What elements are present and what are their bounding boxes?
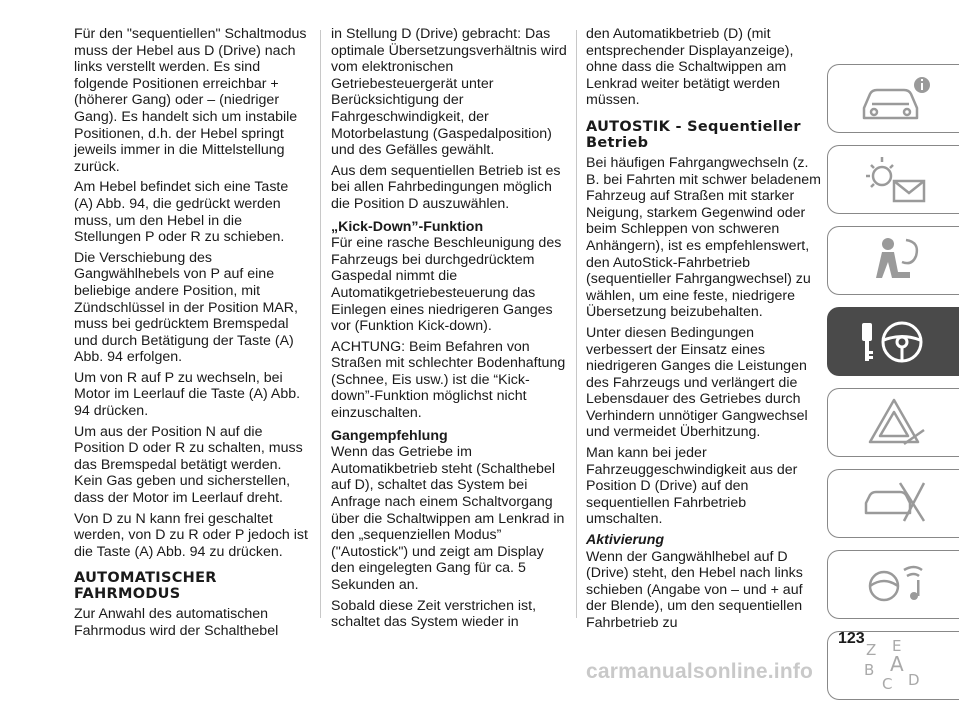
svg-text:E: E xyxy=(891,636,901,655)
paragraph: Um von R auf P zu wechseln, bei Motor im Leerlauf die Taste (A) Abb. 94 drücken. xyxy=(74,369,301,420)
warning-triangle-icon xyxy=(844,394,944,452)
key-steering-wheel-icon xyxy=(844,313,944,371)
car-info-icon xyxy=(844,70,944,128)
section-heading: AUTOSTIK - Sequentieller Betrieb xyxy=(586,118,801,151)
paragraph: in Stellung D (Drive) gebracht: Das optimale Übersetzungsverhältnis wird vom elektronischen Getriebesteuergerät unter Berücksichtigung der Fahrgeschwindigkeit, der Motorbelastung (Gaspedalposition) und des Gefälles gewählt. xyxy=(331,26,567,159)
paragraph: den Automatikbetrieb (D) (mit entsprechender Displayanzeige), ohne dass die Schaltwippen am Lenkrad weiter betätigt werden müssen. xyxy=(586,26,794,109)
paragraph: Wenn das Getriebe im Automatikbetrieb steht (Schalthebel auf D), schaltet das System bei Anfrage nach einem Schaltvorgang über die Schaltwippen am Lenkrad in den „sequenziellen Modus” ("Autostick") und zeigt am Display den eingelegten Gang für ca. 5 Sekunden an. xyxy=(331,444,565,593)
paragraph: Um aus der Position N auf die Position D oder R zu schalten, muss das Bremspedal betätigt werden. Kein Gas geben und sicherstellen, dass der Motor im Leerlauf dreht. xyxy=(74,423,303,507)
paragraph: Von D zu N kann frei geschaltet werden, von D zu R oder P jedoch ist die Taste (A) Abb. 94 zu drücken. xyxy=(74,510,308,560)
page-number: 123 xyxy=(838,630,865,647)
tab-lights-messages[interactable] xyxy=(827,145,959,214)
chapter-tabs xyxy=(827,64,959,712)
subheading: Gangempfehlung xyxy=(331,427,448,444)
tab-multimedia[interactable] xyxy=(827,550,959,619)
column-divider xyxy=(320,30,321,618)
svg-text:B: B xyxy=(863,660,874,679)
paragraph: Bei häufigen Fahrgangwechseln (z. B. bei Fahrten mit schwer beladenem Fahrzeug auf Straßen mit starker Neigung, starkem Gegenwind oder beim Schleppen von schweren Anhängern), ist es empfehlenswert, den AutoStick-Fahrbetrieb (sequentieller Fahrgangwechsel) zu wählen, um eine feste, niedrigere Übersetzung beizubehalten. xyxy=(586,154,821,321)
maintenance-tools-icon xyxy=(844,475,944,533)
svg-text:Z: Z xyxy=(865,640,876,659)
paragraph: Am Hebel befindet sich eine Taste (A) Abb. 94, die gedrückt werden muss, um den Hebel in die Stellungen P oder R zu schieben. xyxy=(74,179,289,246)
watermark: carmanualsonline.info xyxy=(586,660,814,683)
column-divider xyxy=(576,30,577,618)
svg-text:A: A xyxy=(889,651,904,676)
paragraph: Für den "sequentiellen" Schaltmodus muss der Hebel aus D (Drive) nach links verstellt werden. Es sind folgende Positionen erreichbar + (höherer Gang) oder – (niedriger Gang). Es handelt sich um instabile Positionen, d.h. der Hebel springt jeweils immer in die Mittelstellung zurück. xyxy=(74,26,307,175)
paragraph: ACHTUNG: Beim Befahren von Straßen mit schlechter Bodenhaftung (Schnee, Eis usw.) ist die “Kick-down”-Funktion möglichst nicht einzuschalten. xyxy=(331,338,566,422)
section-heading: AUTOMATISCHER FAHRMODUS xyxy=(74,570,217,603)
text-column-1 xyxy=(74,26,310,644)
tab-emergency[interactable] xyxy=(827,388,959,457)
tab-starting-driving[interactable] xyxy=(827,307,959,376)
paragraph: Für eine rasche Beschleunigung des Fahrzeugs bei durchgedrücktem Gaspedal nimmt die Automatikgetriebesteuerung das Einlegen eines niedrigeren Ganges vor (Funktion Kick-down). xyxy=(331,235,562,335)
paragraph: Sobald diese Zeit verstrichen ist, schaltet das System wieder in xyxy=(331,597,537,631)
paragraph: Man kann bei jeder Fahrzeuggeschwindigkeit aus der Position D (Drive) auf den sequentiellen Fahrbetrieb umschalten. xyxy=(586,445,798,528)
paragraph: Die Verschiebung des Gangwählhebels von P auf eine beliebige andere Position, mit Zündschlüssel in der Position MAR, muss bei gedrücktem Bremspedal und durch Betätigung der Taste (A) Abb. 94 erfolgen. xyxy=(74,249,298,366)
paragraph: Zur Anwahl des automatischen Fahrmodus wird der Schalthebel xyxy=(74,606,279,639)
subheading: „Kick-Down”-Funktion xyxy=(331,218,484,235)
paragraph: Aus dem sequentiellen Betrieb ist es bei allen Fahrbedingungen möglich die Position D auszuwählen. xyxy=(331,162,561,212)
safety-airbag-icon xyxy=(844,232,944,290)
paragraph: Wenn der Gangwählhebel auf D (Drive) steht, den Hebel nach links schieben (Angabe von – und + auf der Blende), um den sequentiellen Fahrbetrieb zu xyxy=(586,548,803,631)
text-column-3 xyxy=(586,26,822,636)
tab-maintenance[interactable] xyxy=(827,469,959,538)
subheading: Aktivierung xyxy=(586,532,665,549)
lights-message-icon xyxy=(844,151,944,209)
tab-safety[interactable] xyxy=(827,226,959,295)
tab-car-info[interactable] xyxy=(827,64,959,133)
svg-text:C: C xyxy=(881,674,892,693)
text-column-2 xyxy=(331,26,567,635)
multimedia-icon xyxy=(844,556,944,614)
svg-text:D: D xyxy=(907,670,920,689)
paragraph: Unter diesen Bedingungen verbessert der Einsatz eines niedrigeren Ganges die Leistungen des Fahrzeugs und verlängert die Lebensdauer des Getriebes durch Verhindern unnötiger Gangwechsel und vermeidet Überhitzung. xyxy=(586,324,808,441)
